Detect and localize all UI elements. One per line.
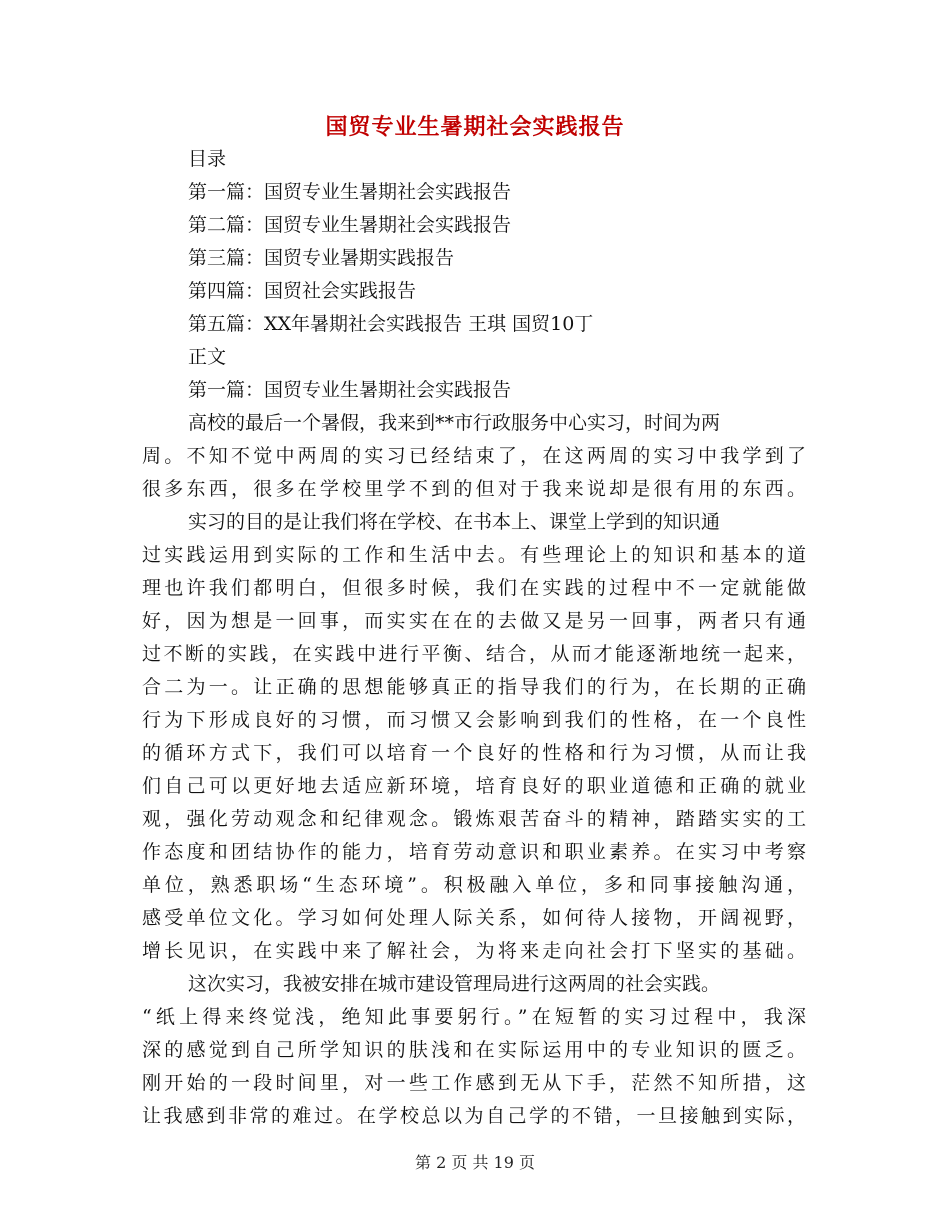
paragraph-line: 行为下形成良好的习惯，而习惯又会影响到我们的性格，在一个良性: [142, 709, 806, 731]
toc-item-5: 第五篇：XX年暑期社会实践报告 王琪 国贸10丁: [188, 313, 594, 335]
paragraph-line: 高校的最后一个暑假，我来到**市行政服务中心实习，时间为两: [188, 412, 721, 434]
paragraph-line: 理也许我们都明白，但很多时候，我们在实践的过程中不一定就能做: [142, 577, 806, 599]
paragraph-line: 的循环方式下，我们可以培育一个良好的性格和行为习惯，从而让我: [142, 742, 806, 764]
paragraph-line: “纸上得来终觉浅，绝知此事要躬行。”在短暂的实习过程中，我深: [142, 1006, 806, 1028]
paragraph-line: 作态度和团结协作的能力，培育劳动意识和职业素养。在实习中考察: [142, 841, 806, 863]
toc-item-1: 第一篇：国贸专业生暑期社会实践报告: [188, 181, 512, 203]
paragraph-line: 这次实习，我被安排在城市建设管理局进行这两周的社会实践。: [188, 973, 721, 995]
document-title: 国贸专业生暑期社会实践报告: [325, 114, 625, 140]
paragraph-line: 好，因为想是一回事，而实实在在的去做又是另一回事，两者只有通: [142, 610, 806, 632]
paragraph-line: 很多东西，很多在学校里学不到的但对于我来说却是很有用的东西。: [142, 478, 806, 500]
paragraph-line: 深的感觉到自己所学知识的肤浅和在实际运用中的专业知识的匮乏。: [142, 1039, 806, 1061]
paragraph-line: 增长见识，在实践中来了解社会，为将来走向社会打下坚实的基础。: [142, 940, 806, 962]
paragraph-line: 实习的目的是让我们将在学校、在书本上、课堂上学到的知识通: [188, 511, 721, 533]
paragraph-line: 感受单位文化。学习如何处理人际关系，如何待人接物，开阔视野，: [142, 907, 806, 929]
paragraph-line: 们自己可以更好地去适应新环境，培育良好的职业道德和正确的就业: [142, 775, 806, 797]
paragraph-line: 刚开始的一段时间里，对一些工作感到无从下手，茫然不知所措，这: [142, 1072, 806, 1094]
toc-item-2: 第二篇：国贸专业生暑期社会实践报告: [188, 214, 512, 236]
toc-heading: 目录: [188, 148, 227, 170]
page-number-footer: 第 2 页 共 19 页: [415, 1153, 535, 1172]
paragraph-line: 合二为一。让正确的思想能够真正的指导我们的行为，在长期的正确: [142, 676, 806, 698]
paragraph-line: 过实践运用到实际的工作和生活中去。有些理论上的知识和基本的道: [142, 544, 806, 566]
body-heading: 正文: [188, 346, 227, 368]
paragraph-line: 单位，熟悉职场“生态环境”。积极融入单位，多和同事接触沟通，: [142, 874, 806, 896]
paragraph-line: 过不断的实践，在实践中进行平衡、结合，从而才能逐渐地统一起来，: [142, 643, 806, 665]
toc-item-4: 第四篇：国贸社会实践报告: [188, 280, 417, 302]
paragraph-line: 观，强化劳动观念和纪律观念。锻炼艰苦奋斗的精神，踏踏实实的工: [142, 808, 806, 830]
section-title: 第一篇：国贸专业生暑期社会实践报告: [188, 379, 512, 401]
paragraph-line: 周。不知不觉中两周的实习已经结束了，在这两周的实习中我学到了: [142, 445, 806, 467]
toc-item-3: 第三篇：国贸专业暑期实践报告: [188, 247, 455, 269]
paragraph-line: 让我感到非常的难过。在学校总以为自己学的不错，一旦接触到实际，: [142, 1105, 806, 1127]
